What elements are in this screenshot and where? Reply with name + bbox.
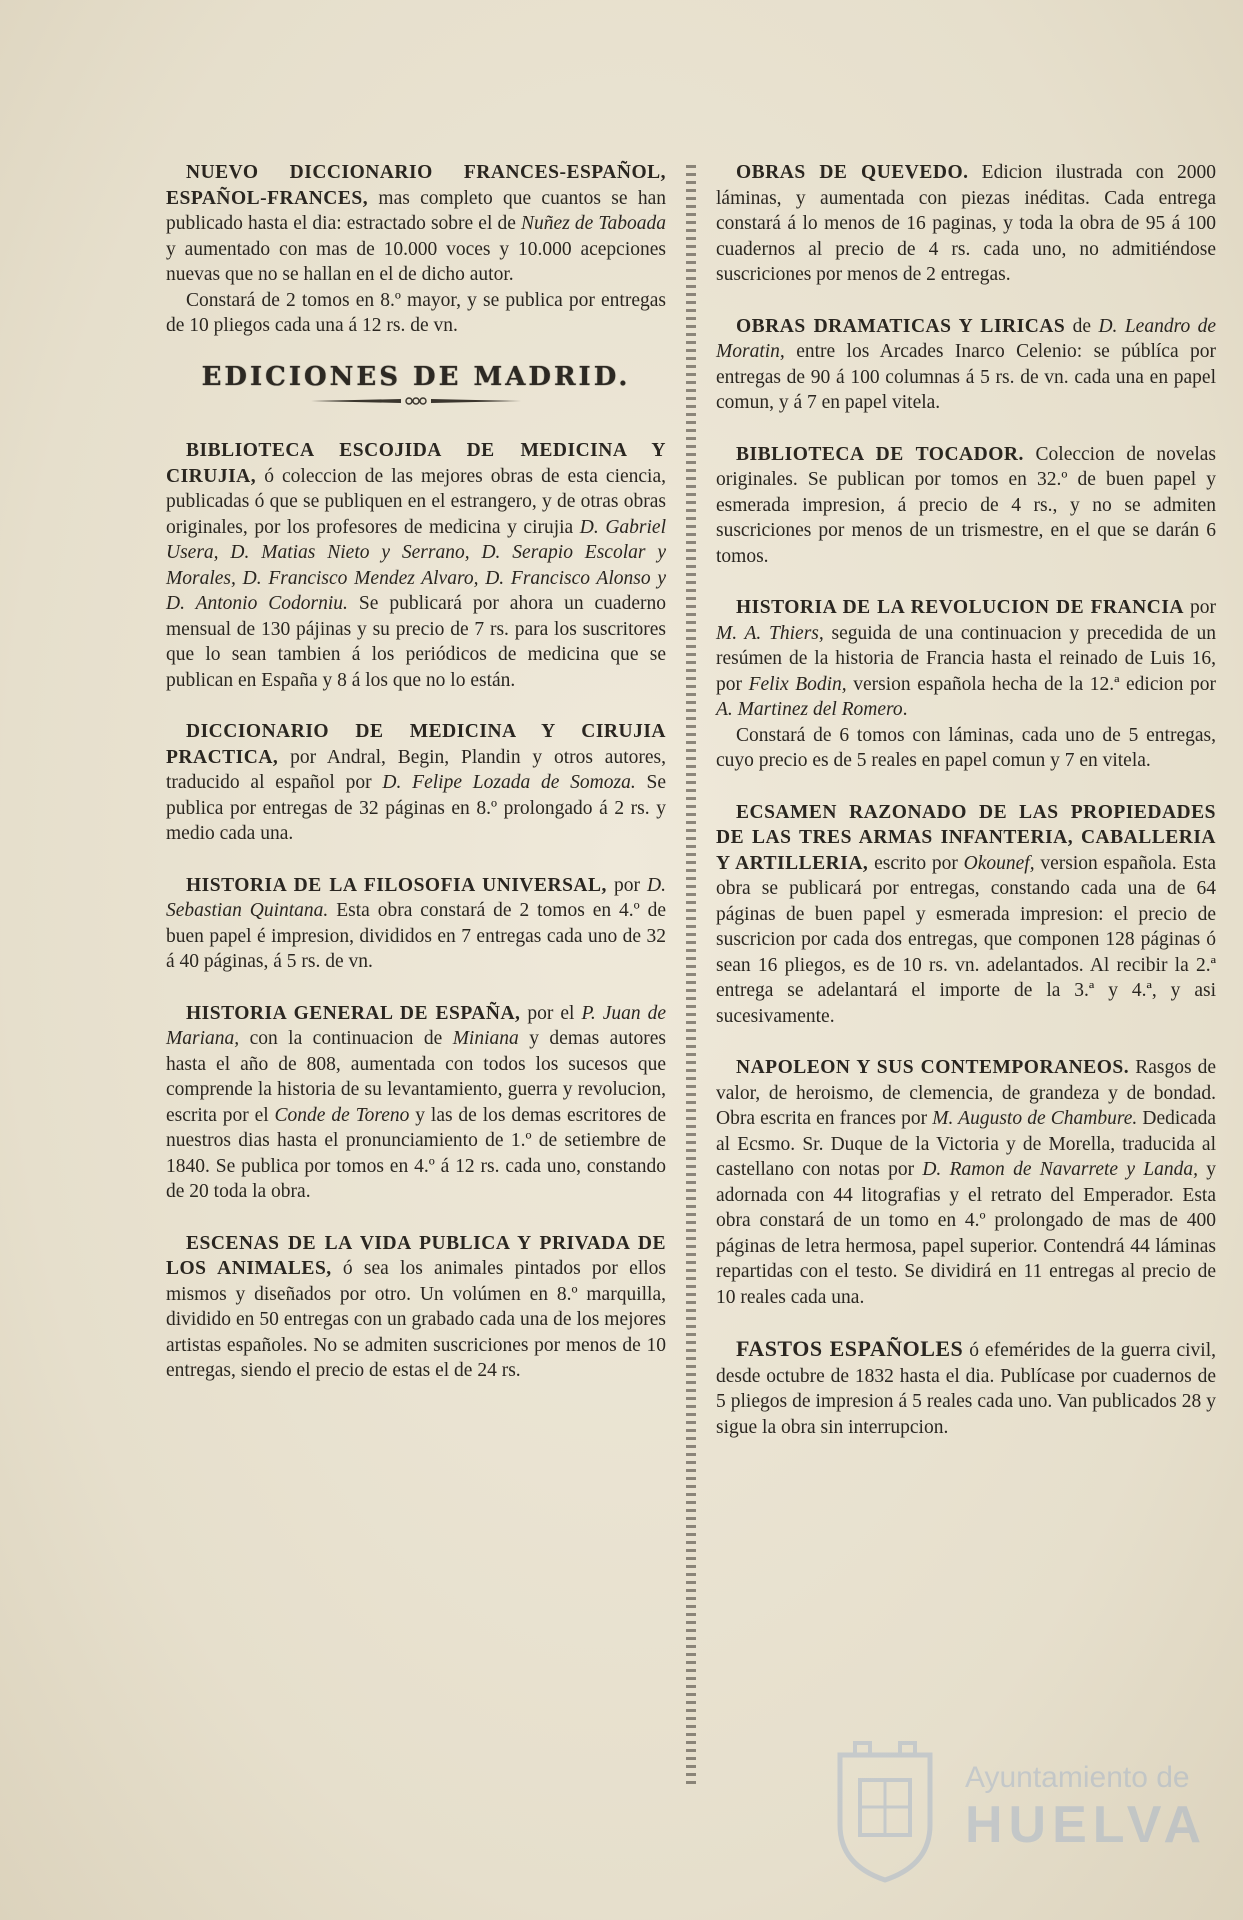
- entry-text: entre los Arcades Inarco Celenio: se públíca por entregas de 90 á 100 columnas á 5 rs. de vn. cada una en papel comun, y á 7 en papel vitela.: [716, 341, 1216, 413]
- entry-text: con la continuacion de: [239, 1028, 453, 1049]
- city-shield-icon: [830, 1735, 940, 1885]
- entry-ecsamen-armas: [716, 800, 1216, 1030]
- entry-title: FASTOS ESPAÑOLES: [736, 1336, 964, 1361]
- watermark: [830, 1735, 1210, 1885]
- watermark-line1: Ayuntamiento de: [965, 1761, 1190, 1794]
- entry-napoleon: [716, 1055, 1216, 1310]
- entry-title: BIBLIOTECA ESCOJIDA DE MEDICINA Y CIRUJIA,: [166, 440, 666, 487]
- section-heading: EDICIONES DE MADRID.: [201, 361, 631, 392]
- entry-text: escrito por: [874, 852, 964, 874]
- column-divider: [686, 165, 696, 1785]
- entry-text: ó coleccion de las mejores obras de esta ciencia, publicadas ó que se publiquen en el estrangero, y de otras obras originales, por los profesores de medicina y cirujia: [166, 465, 666, 538]
- entry-author: D. Ramon de Navarrete y Landa,: [922, 1159, 1198, 1180]
- entry-text: seguida de una continuacion y precedida de un resúmen de la historia de Francia hasta el reinado de Luis 16, por: [716, 622, 1216, 695]
- entry-title: DICCIONARIO DE MEDICINA Y CIRUJIA PRACTICA,: [166, 721, 666, 768]
- entry-author: M. Augusto de Chambure.: [932, 1108, 1138, 1129]
- entry-title: ECSAMEN RAZONADO DE LAS PROPIEDADES DE LAS TRES ARMAS INFANTERIA, CABALLERIA Y ARTILLERIA,: [716, 801, 1216, 874]
- entry-author: P. Juan de Mariana,: [166, 1002, 666, 1049]
- entry-author: Felix Bodin,: [748, 673, 847, 695]
- entry-title: NAPOLEON Y SUS CONTEMPORANEOS.: [736, 1057, 1130, 1078]
- entry-author: D. Sebastian Quintana.: [166, 874, 666, 921]
- entry-nuevo-diccionario: [166, 160, 666, 339]
- entry-biblioteca-medicina: [166, 438, 666, 693]
- entry-text: por: [1190, 597, 1217, 618]
- entry-text: de: [1072, 315, 1099, 337]
- entry-text: ó efemérides de la guerra civil, desde octubre de 1832 hasta el dia. Publícase por cuadernos de 5 pliegos de impresion á 5 reales cada uno. Van publicados 28 y sigue la obra sin interrupcion.: [716, 1340, 1216, 1438]
- entry-title: OBRAS DRAMATICAS Y LIRICAS: [736, 315, 1066, 337]
- entry-text: mas completo que cuantos se han publicado hasta el dia: estractado sobre el de: [166, 187, 666, 234]
- entry-diccionario-medicina: [166, 719, 666, 847]
- entry-text: Se publica por entregas de 32 páginas en 8.º prolongado á 2 rs. y medio cada una.: [166, 772, 667, 844]
- entry-text: Coleccion de novelas originales. Se publican por tomos en 32.º de buen papel y esmerada impresion, á precio de 4 rs., y no se admiten suscriciones por menos de un trismestre, en el que se darán 6 tomos.: [716, 443, 1217, 567]
- entry-escenas-animales: [166, 1231, 666, 1384]
- ornament-rule: [306, 394, 526, 408]
- entry-title: OBRAS DE QUEVEDO.: [736, 162, 969, 183]
- entry-author: Miniana: [452, 1028, 519, 1049]
- entry-historia-filosofia: [166, 873, 666, 975]
- entry-biblioteca-tocador: [716, 442, 1216, 570]
- entry-title: NUEVO DICCIONARIO FRANCES-ESPAÑOL, ESPAÑOL-FRANCES,: [166, 162, 666, 209]
- entry-text: ó sea los animales pintados por ellos mismos y diseñados por otro. Un volúmen en 8.º marquilla, dividido en 50 entregas con un grabado cada una de los mejores artistas españoles. No se admiten suscriciones por menos de 10 entregas, siendo el precio de estas el de 24 rs.: [166, 1258, 667, 1381]
- entry-text: Esta obra constará de 2 tomos en 4.º de buen papel é impresion, divididos en 7 entregas cada uno de 32 á 40 páginas, á 5 rs. de vn.: [166, 900, 667, 972]
- entry-author: D. Gabriel Usera, D. Matias Nieto y Serrano, D. Serapio Escolar y Morales, D. Francisco Mendez Alvaro, D. Francisco Alonso y D. Antonio Codorniu.: [166, 516, 666, 614]
- entry-text: por el: [527, 1002, 582, 1024]
- entry-extra: Constará de 2 tomos en 8.º mayor, y se publica por entregas de 10 pliegos cada una á 12 rs. de vn.: [166, 289, 666, 336]
- entry-extra: Constará de 6 tomos con láminas, cada uno de 5 entregas, cuyo precio es de 5 reales en papel comun y 7 en vitela.: [716, 724, 1216, 771]
- right-column: [716, 160, 1216, 1466]
- entry-text: .: [902, 699, 908, 720]
- entry-author: M. A. Thiers,: [716, 622, 824, 644]
- entry-text: y adornada con 44 litografias y el retrato del Emperador. Esta obra constará de un tomo en 4.º prolongado de mas de 400 páginas de letra hermosa, papel superior. Contendrá 44 láminas repartidas con el testo. Se dividirá en 11 entregas al precio de 10 reales cada una.: [716, 1159, 1217, 1308]
- entry-text: Dedicada al Ecsmo. Sr. Duque de la Victoria y de Morella, traducida al castellano con notas por: [716, 1108, 1216, 1180]
- entry-obras-quevedo: [716, 160, 1216, 288]
- entry-text: Edicion ilustrada con 2000 láminas, y aumentada con piezas inéditas. Cada entrega constará á lo menos de 16 paginas, y toda la obra de 95 á 100 cuadernos al precio de 4 rs. cada uno, no admitiéndose suscriciones por menos de 2 entregas.: [716, 162, 1217, 285]
- entry-text: version española hecha de la 12.ª edicion por: [846, 673, 1216, 695]
- entry-text: y aumentado con mas de 10.000 voces y 10.000 acepciones nuevas que no se hallan en el de dicho autor.: [166, 238, 666, 285]
- entry-title: HISTORIA DE LA REVOLUCION DE FRANCIA: [736, 597, 1185, 618]
- entry-title: ESCENAS DE LA VIDA PUBLICA Y PRIVADA DE LOS ANIMALES,: [166, 1232, 666, 1279]
- entry-author: Okounef,: [963, 852, 1035, 874]
- left-column: [166, 160, 666, 1410]
- entry-author: Nuñez de Taboada: [521, 213, 666, 234]
- watermark-line2: HUELVA: [965, 1796, 1208, 1854]
- entry-author: D. Leandro de Moratin,: [716, 315, 1217, 362]
- entry-fastos-espanoles: [716, 1336, 1216, 1440]
- entry-text: y demas autores hasta el año de 808, aumentada con todos los sucesos que comprende la historia de su levantamiento, guerra y revolucion, escrita por el: [166, 1028, 666, 1126]
- entry-text: por: [613, 874, 648, 896]
- entry-text: por Andral, Begin, Plandin y otros autores, traducido al español por: [166, 746, 666, 793]
- entry-title: HISTORIA GENERAL DE ESPAÑA,: [186, 1002, 521, 1024]
- entry-revolucion-francia: [716, 595, 1216, 774]
- entry-historia-espana: [166, 1001, 666, 1205]
- entry-obras-moratin: [716, 314, 1216, 416]
- entry-text: y las de los demas escritores de nuestros dias hasta el pronunciamiento de 1.º de setiembre de 1840. Se publica por tomos en 4.º á 12 rs. cada uno, constando de 20 toda la obra.: [166, 1104, 666, 1202]
- entry-author: D. Felipe Lozada de Somoza.: [382, 772, 636, 793]
- entry-text: Rasgos de valor, de heroismo, de clemencia, de grandeza y de bondad. Obra escrita en frances por: [716, 1057, 1217, 1129]
- entry-text: Se publicará por ahora un cuaderno mensual de 130 pájinas y su precio de 7 rs. para los suscritores que lo sean tambien á los periódicos de medicina que se publican en España y 8 á los que no lo están.: [166, 593, 666, 691]
- entry-text: version española. Esta obra se publicará por entregas, constando cada una de 64 páginas de buen papel y esmerada impresion: el precio de suscricion por cada dos entregas, que componen 128 páginas ó sean 16 pliegos, es de 10 rs. vn. adelantados. Al recibir la 2.ª entrega se adelantará el importe de la 3.ª y 4.ª, y asi sucesivamente.: [716, 852, 1217, 1027]
- entry-author: Conde de Toreno: [274, 1104, 410, 1126]
- entry-author: A. Martinez del Romero: [716, 699, 903, 720]
- entry-title: BIBLIOTECA DE TOCADOR.: [736, 443, 1024, 465]
- entry-title: HISTORIA DE LA FILOSOFIA UNIVERSAL,: [186, 874, 607, 896]
